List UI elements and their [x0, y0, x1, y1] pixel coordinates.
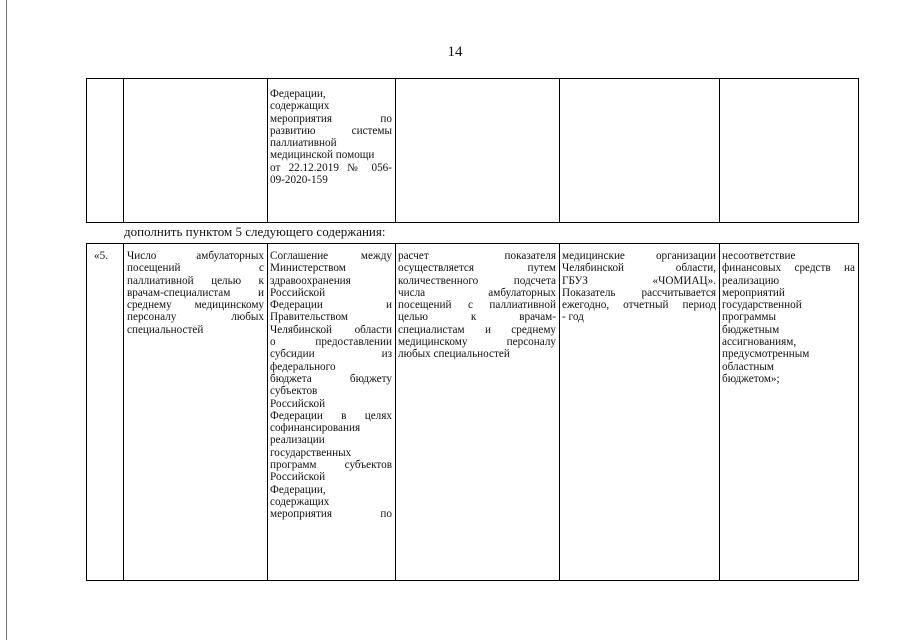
row-number: «5.: [94, 250, 108, 262]
cell-line: специальностей: [127, 323, 204, 336]
document-cell: [270, 88, 392, 186]
column-divider: [123, 244, 124, 580]
cell-line: Челябинской области,: [562, 262, 716, 275]
column-divider: [123, 79, 124, 222]
cell-line: Российской: [270, 397, 326, 410]
cell-line: Федерации в целях: [270, 409, 392, 422]
cell-line: несоответствие: [722, 250, 796, 262]
cell-line: посещений с: [127, 262, 264, 275]
cell-line: мероприятия по: [270, 508, 392, 521]
cell-line: бюджета бюджету: [270, 372, 392, 385]
cell-line: медицинские организации: [562, 250, 716, 262]
cell-line: реализации: [270, 434, 325, 447]
column-divider: [267, 244, 268, 580]
cell-line: бюджетным: [722, 323, 780, 336]
cell-line: Челябинской области: [270, 323, 392, 336]
cell-line: ГБУЗ «ЧОМИАЦ».: [562, 274, 716, 287]
cell-line: медицинской помощи: [270, 149, 375, 162]
cell-line: финансовых средств на: [722, 262, 855, 275]
column-divider: [719, 79, 720, 222]
cell-line: Российской: [270, 286, 326, 299]
cell-line: реализацию: [722, 274, 780, 287]
cell-line: содержащих: [270, 100, 330, 113]
document-cell: [270, 250, 392, 521]
cell-line: развитию системы: [270, 124, 392, 137]
indicator-cell: [127, 250, 264, 336]
cell-line: программ субъектов: [270, 459, 392, 472]
cell-line: осуществляется путем: [398, 262, 556, 275]
page-edge-rule: [6, 0, 7, 640]
column-divider: [395, 244, 396, 580]
cell-line: государственной: [722, 299, 802, 312]
cell-line: федерального: [270, 360, 336, 373]
column-divider: [559, 244, 560, 580]
cell-line: - год: [562, 311, 584, 324]
cell-line: количественного подсчета: [398, 274, 556, 287]
cell-line: паллиативной: [270, 137, 337, 150]
cell-line: медицинскому персоналу: [398, 336, 556, 349]
cell-line: бюджетом»;: [722, 372, 780, 385]
cell-line: софинансирования: [270, 422, 361, 435]
cell-line: областным: [722, 360, 774, 373]
cell-line: государственных: [270, 446, 352, 459]
cell-line: посещений с паллиативной: [398, 299, 556, 312]
cell-line: числа амбулаторных: [398, 286, 556, 299]
cell-line: Число амбулаторных: [127, 250, 264, 262]
cell-line: от 22.12.2019 № 056-: [270, 161, 392, 174]
cell-line: Показатель рассчитывается: [562, 286, 716, 299]
cell-line: о предоставлении: [270, 336, 392, 349]
cell-line: среднему медицинскому: [127, 299, 264, 312]
cell-line: любых специальностей: [398, 348, 510, 361]
page-number: 14: [447, 44, 463, 60]
cell-line: Федерации,: [270, 88, 326, 100]
column-divider: [395, 79, 396, 222]
cell-line: здравоохранения: [270, 274, 351, 287]
cell-line: Российской: [270, 471, 326, 484]
amendment-note: дополнить пунктом 5 следующего содержания:: [124, 224, 386, 239]
cell-line: Федерации и: [270, 299, 392, 312]
calculation-method-cell: [398, 250, 556, 361]
cell-line: специалистам и среднему: [398, 323, 556, 336]
cell-line: ежегодно, отчетный период: [562, 299, 716, 312]
table-fragment-top: [86, 78, 859, 223]
cell-line: мероприятия по: [270, 112, 392, 125]
column-divider: [267, 79, 268, 222]
cell-line: мероприятий: [722, 286, 785, 299]
cell-line: субъектов: [270, 385, 318, 398]
column-divider: [719, 244, 720, 580]
cell-line: программы: [722, 311, 776, 324]
cell-line: Министерством: [270, 262, 346, 275]
risk-cell: [722, 250, 855, 385]
cell-line: паллиативной целью к: [127, 274, 264, 287]
cell-line: расчет показателя: [398, 250, 556, 262]
cell-line: предусмотренным: [722, 348, 810, 361]
cell-line: ассигнованиям,: [722, 336, 797, 349]
cell-line: целью к врачам-: [398, 311, 556, 324]
indicator-table-row: [86, 243, 859, 581]
cell-line: содержащих: [270, 495, 330, 508]
column-divider: [559, 79, 560, 222]
cell-line: Соглашение между: [270, 250, 392, 262]
data-source-cell: [562, 250, 716, 324]
cell-line: врачам-специалистам и: [127, 286, 264, 299]
cell-line: Правительством: [270, 311, 348, 324]
cell-line: Федерации,: [270, 483, 326, 496]
cell-line: персоналу любых: [127, 311, 264, 324]
cell-line: 09-2020-159: [270, 174, 328, 187]
cell-line: субсидии из: [270, 348, 392, 361]
